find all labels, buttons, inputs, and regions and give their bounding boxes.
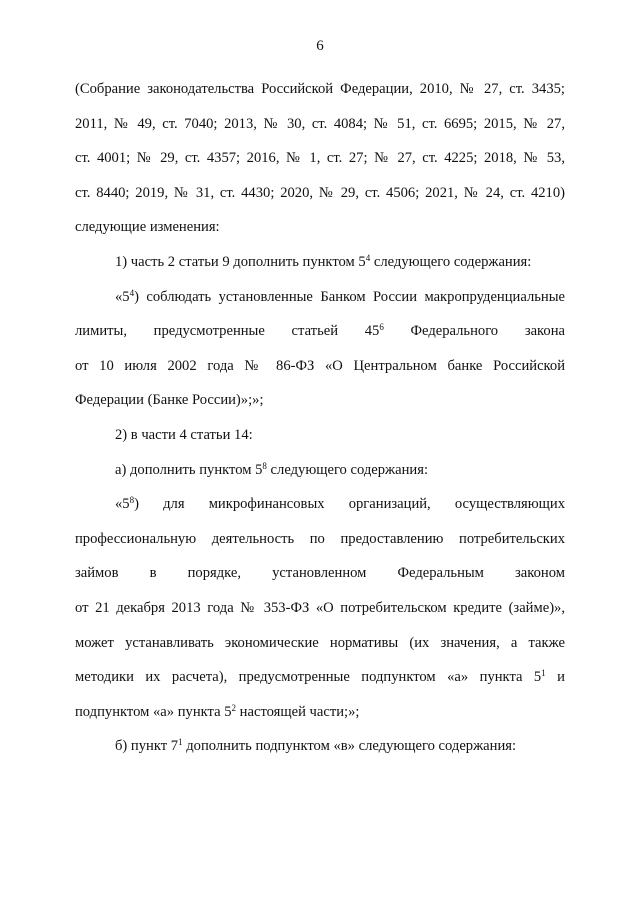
text-fragment: следующего содержания: bbox=[370, 253, 532, 270]
text-line: ст. 8440; 2019, № 31, ст. 4430; 2020, № 29, ст. 4506; 2021, № 24, ст. 4210) bbox=[75, 184, 565, 201]
superscript: 6 bbox=[379, 322, 384, 333]
quoted-point-5-8 bbox=[75, 487, 565, 522]
superscript: 4 bbox=[129, 287, 135, 298]
text-line: от 10 июля 2002 года № 86-ФЗ «О Центральном банке Российской bbox=[75, 357, 565, 374]
text-fragment: 1) часть 2 статьи 9 дополнить пунктом 5 bbox=[115, 253, 366, 270]
text-line: может устанавливать экономические нормативы (их значения, а также bbox=[75, 634, 565, 651]
paragraph-item-2: 2) в части 4 статьи 14: bbox=[115, 426, 253, 443]
text-fragment: ) соблюдать установленные Банком России макропруденциальные bbox=[134, 288, 565, 305]
text-line: Федерации (Банке России)»;»; bbox=[75, 392, 264, 409]
text-fragment: ) для микрофинансовых организаций, осуществляющих bbox=[134, 496, 565, 513]
text-line bbox=[75, 660, 565, 695]
page-number: 6 bbox=[316, 38, 324, 54]
superscript: 8 bbox=[262, 460, 267, 471]
text-line: ст. 4001; № 29, ст. 4357; 2016, № 1, ст. 27; № 27, ст. 4225; 2018, № 53, bbox=[75, 150, 565, 167]
text-line: займов в порядке, установленном Федеральным законом bbox=[75, 565, 565, 582]
text-line: профессиональную деятельность по предоставлению потребительских bbox=[75, 530, 565, 547]
superscript: 1 bbox=[178, 737, 183, 748]
text-line: следующие изменения: bbox=[75, 219, 220, 236]
superscript: 8 bbox=[129, 495, 135, 506]
text-fragment: б) пункт 7 bbox=[115, 738, 179, 755]
quoted-point-5-4 bbox=[75, 280, 565, 315]
text-fragment: а) дополнить пунктом 5 bbox=[115, 461, 263, 478]
superscript: 2 bbox=[231, 702, 237, 713]
subparagraph-a bbox=[75, 453, 565, 488]
text-line: (Собрание законодательства Российской Федерации, 2010, № 27, ст. 3435; bbox=[75, 81, 565, 97]
text-fragment: дополнить подпунктом «в» следующего содержания: bbox=[182, 738, 517, 755]
subparagraph-b bbox=[75, 729, 565, 764]
superscript: 1 bbox=[541, 668, 546, 679]
text-fragment: Федерального закона bbox=[383, 323, 565, 340]
text-fragment: методики их расчета), предусмотренные подпунктом «а» пункта 5 bbox=[75, 669, 542, 686]
text-fragment: и bbox=[545, 669, 565, 686]
text-fragment: настоящей части;»; bbox=[236, 703, 360, 720]
text-fragment: «5 bbox=[115, 288, 130, 305]
text-line: 2011, № 49, ст. 7040; 2013, № 30, ст. 4084; № 51, ст. 6695; 2015, № 27, bbox=[75, 115, 565, 132]
text-fragment: следующего содержания: bbox=[266, 461, 429, 478]
text-fragment: подпунктом «а» пункта 5 bbox=[75, 703, 232, 720]
text-fragment: «5 bbox=[115, 496, 130, 513]
text-line: от 21 декабря 2013 года № 353-ФЗ «О потребительском кредите (займе)», bbox=[75, 599, 565, 616]
document-body bbox=[75, 72, 565, 764]
superscript: 4 bbox=[365, 252, 371, 263]
text-line bbox=[75, 695, 565, 730]
text-line bbox=[75, 314, 565, 349]
text-fragment: лимиты, предусмотренные статьей 45 bbox=[75, 323, 380, 340]
paragraph-item-1 bbox=[75, 245, 565, 280]
